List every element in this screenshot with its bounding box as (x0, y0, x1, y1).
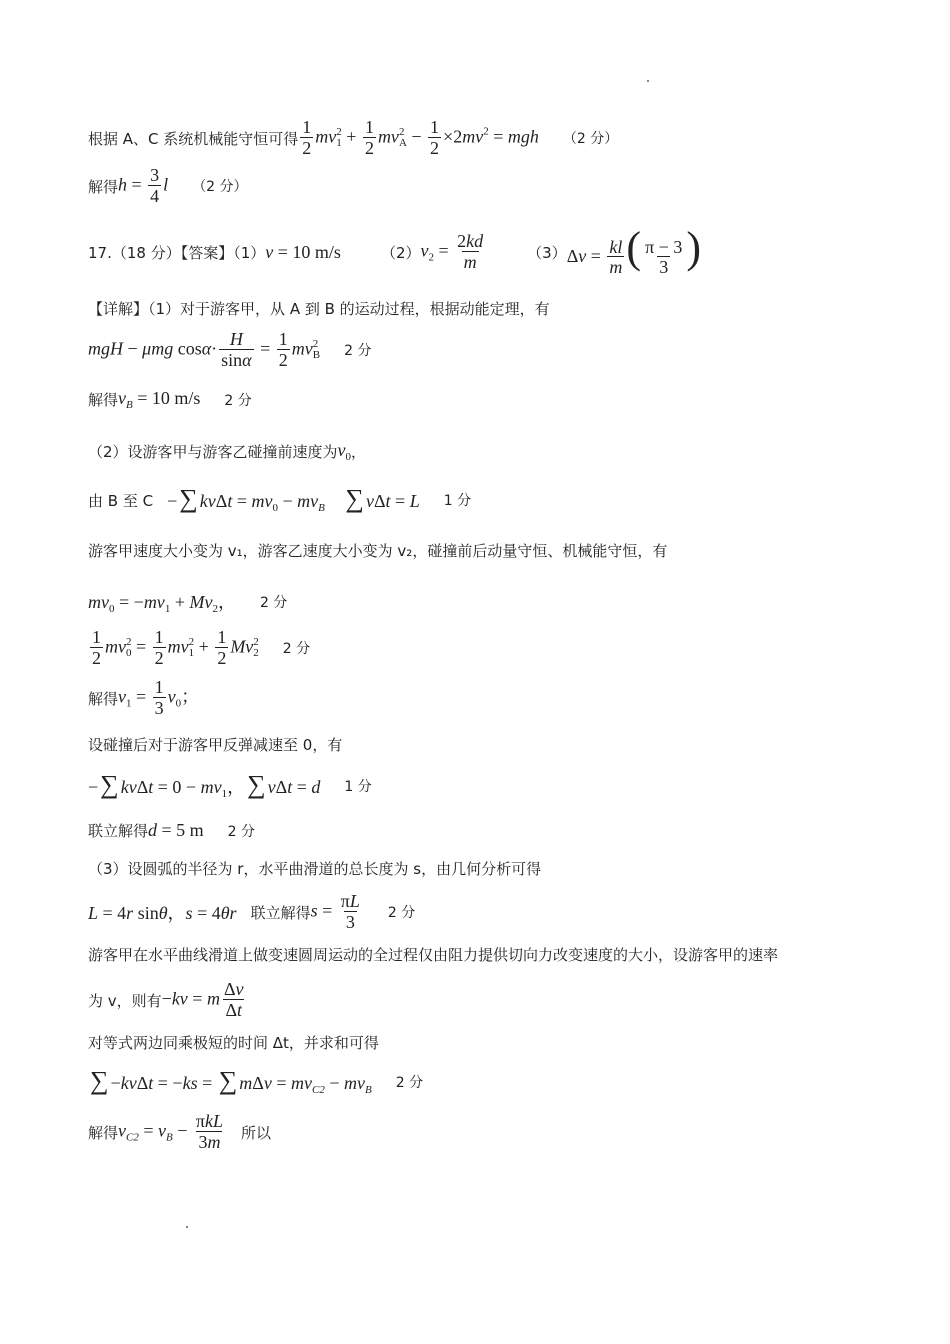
equation: −∑ $kv\Delta t = 0 - mv_1$，∑ vΔt = d (88, 770, 321, 800)
text: 解得 (88, 1123, 119, 1142)
tail-text: 所以 (241, 1123, 272, 1142)
detail-intro (88, 298, 550, 319)
score: 2 分 (387, 905, 416, 922)
circular-motion-text (88, 944, 778, 965)
answer-line (88, 223, 701, 278)
answer-2: $v_2$ = $\frac{2kd}{m}$ (420, 230, 484, 272)
equation: $v_B = 10$ m/s (118, 388, 201, 411)
solve-h-line (88, 166, 248, 207)
text: 游客甲在水平曲线滑道上做变速圆周运动的全过程仅由阻力提供切向力改变速度的大小，设游客甲的速率 (88, 946, 779, 964)
b-to-c-line (88, 486, 471, 514)
part3-intro (88, 858, 541, 879)
speck-top (647, 80, 649, 82)
equation: $\frac{1}{2}$ mv 2 1 + $\frac{1}{2}$ mv 2 A − $\frac{1}{2}$ $\times 2mv^2$ = mgh (302, 117, 539, 158)
text: 设碰撞后对于游客甲反弹减速至 0，有 (88, 736, 343, 754)
symbol-v0: $v_0$ (337, 440, 352, 463)
equation: $\frac{1}{2}$ mv 2 0 = $\frac{1}{2}$ mv 2 1 + $\frac{1}{2}$ Mv 2 2 (92, 627, 259, 668)
text: 解得 (88, 177, 119, 196)
sum-equation (88, 1068, 423, 1096)
score: 2 分 (227, 823, 256, 840)
equation-s: s = $\frac{\pi L}{3}$ (310, 891, 360, 932)
energy-conservation-line (88, 118, 618, 159)
score: 2 分 (259, 594, 288, 611)
sum-intro (88, 1032, 379, 1053)
score: 2 分 (395, 1075, 424, 1091)
collision-intro (88, 540, 667, 561)
text: 为 v，则有 (88, 991, 162, 1010)
newton-line (88, 980, 248, 1021)
equation: $v_{C2} = v_B$ − $\frac{\text{πkL}}{3m}$ (118, 1111, 223, 1152)
question-head: 17.（18 分）【答案】（1） (88, 243, 266, 262)
part-2-label: （2） (380, 243, 421, 262)
rebound-equation (88, 772, 372, 800)
equation: h = $\frac{3}{4}$ l (118, 165, 169, 206)
score: （2 分） (192, 179, 248, 196)
text: 游客甲速度大小变为 v₁，游客乙速度大小变为 v₂，碰撞前后动量守恒、机械能守恒，有 (88, 542, 668, 560)
text: 联立解得 (250, 903, 311, 922)
equation: mgH − μmg cosα· $\frac{H}{\sin\alpha}$ = $\frac{1}{2}$ mv 2 B (88, 329, 321, 370)
text: 解得 (88, 391, 119, 409)
equation: ∑ −kvΔt = −ks = ∑ $m\Delta v = mv_{C2} - mv_B$ (90, 1066, 372, 1096)
text: 对等式两边同乘极短的时间 Δt，并求和可得 (88, 1034, 379, 1052)
solve-vb-line (88, 388, 252, 411)
equation: d = 5 m (148, 820, 204, 840)
geometry-equation (88, 892, 415, 933)
score: 1 分 (443, 493, 472, 509)
speck-bottom (186, 1226, 188, 1228)
text: 【详解】（1）对于游客甲，从 A 到 B 的运动过程，根据动能定理，有 (88, 300, 550, 318)
text: 联立解得 (88, 822, 149, 840)
solve-vc2-line (88, 1112, 271, 1153)
energy-equation (88, 628, 310, 669)
answer-1: v = 10 m/s (265, 241, 341, 262)
text: （3）设圆弧的半径为 r，水平曲滑道的总长度为 s，由几何分析可得 (88, 860, 542, 878)
work-energy-equation (88, 330, 371, 371)
part-3-label: （3） (527, 243, 567, 262)
momentum-equation (88, 588, 287, 615)
equation: $mv_0 = -mv_1 + Mv_2$， (88, 592, 236, 615)
part2-intro: （2）设游客甲与游客乙碰撞前速度为 $v_0$ ， (88, 440, 367, 463)
score: 2 分 (344, 343, 372, 360)
equation: −kv = m $\frac{\Delta v}{\Delta t}$ (161, 979, 244, 1020)
score: 2 分 (224, 392, 252, 409)
score: （2 分） (562, 131, 619, 148)
rebound-intro (88, 734, 342, 755)
equation: $v_1$ = $\frac{1}{3}$ $v_0$； (118, 677, 200, 718)
text: 由 B 至 C (88, 491, 154, 510)
equation: L = 4r sinθ，s = 4θr (88, 903, 237, 924)
text: 解得 (88, 689, 119, 708)
score: 2 分 (282, 641, 311, 658)
text: 根据 A、C 系统机械能守恒可得 (88, 129, 299, 148)
score: 1 分 (344, 779, 372, 795)
solve-v1-line (88, 678, 199, 719)
answer-3: Δv = $\frac{kl}{m}$ ( $\frac{\pi - 3}{3}$ ) (566, 223, 701, 278)
text: （2）设游客甲与游客乙碰撞前速度为 (88, 443, 338, 461)
solve-d-line (88, 820, 255, 841)
equation: −∑ $kv\Delta t = mv_0 - mv_B$ ∑ vΔt = L (167, 484, 420, 514)
